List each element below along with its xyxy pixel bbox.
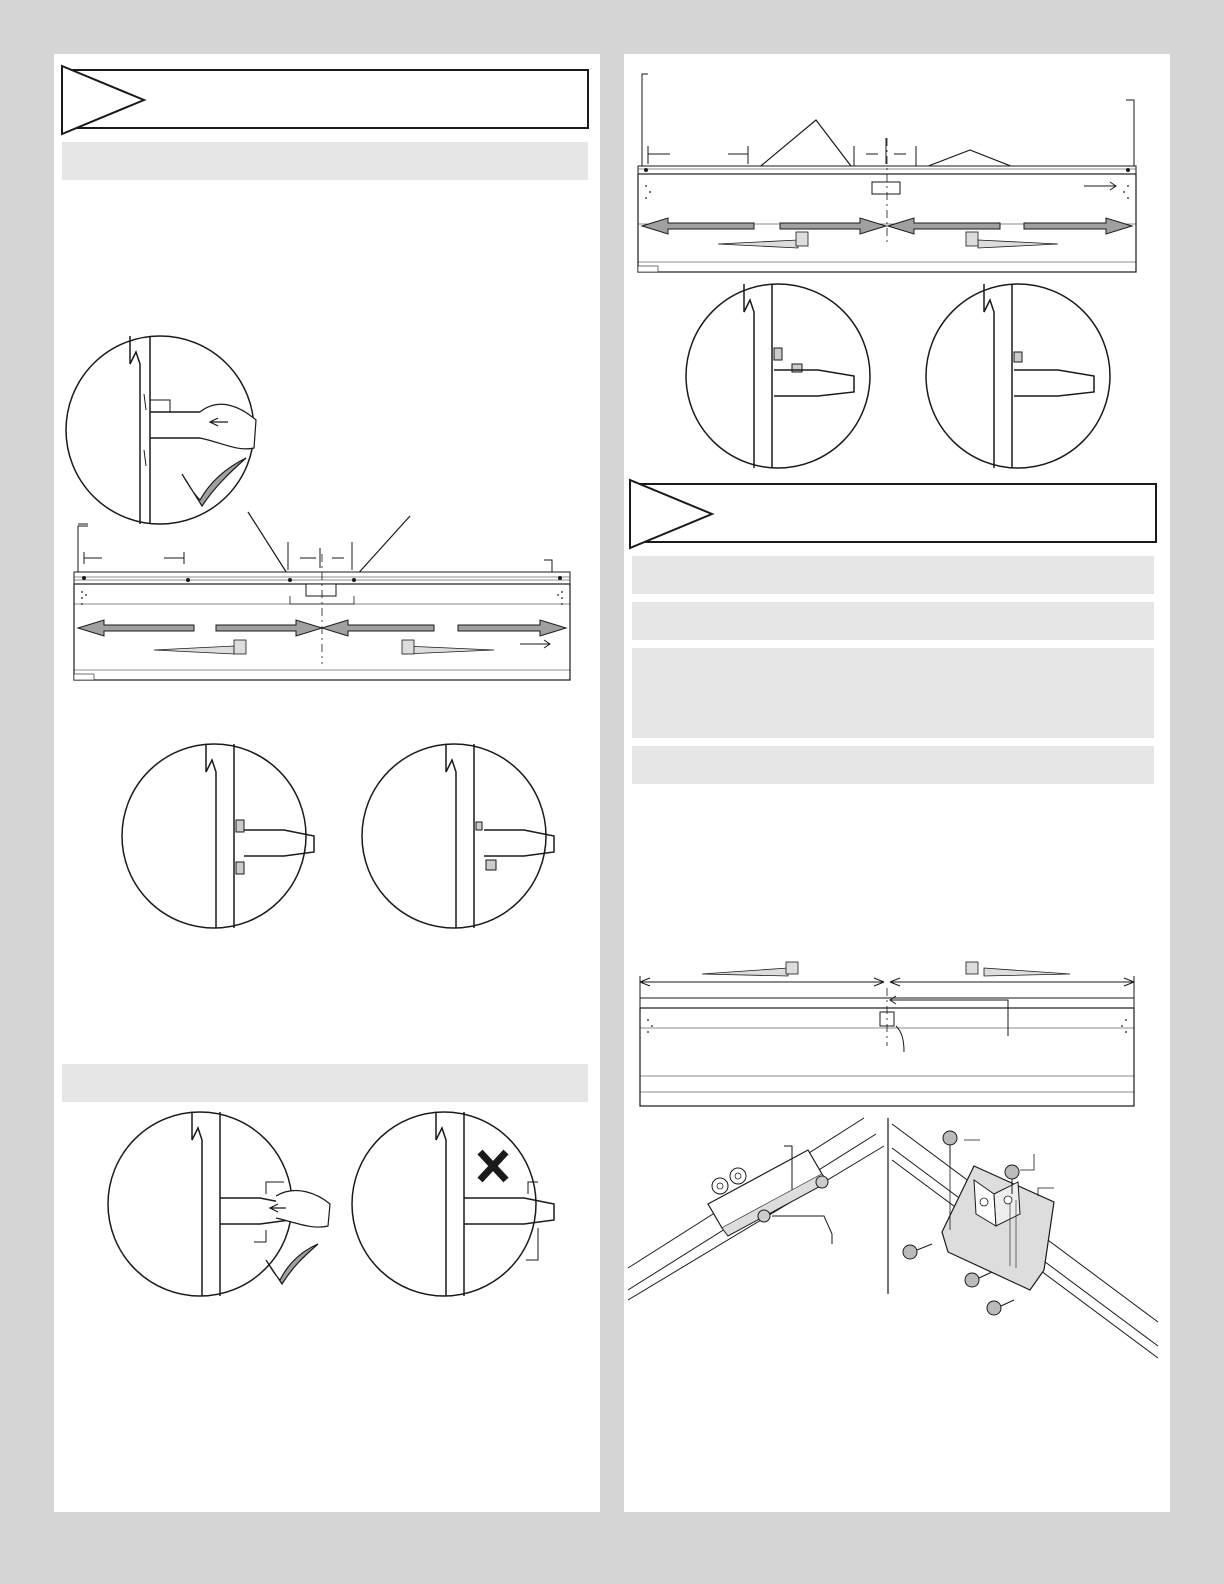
section-band	[632, 746, 1154, 784]
right-column	[624, 54, 1170, 1512]
left-column-drawings	[54, 54, 600, 1512]
bracket-screw-detail	[628, 1118, 1158, 1358]
left-column	[54, 54, 600, 1512]
bracket-detail-circle	[66, 336, 256, 524]
section-band	[632, 556, 1154, 594]
section-band	[632, 648, 1154, 738]
correct-installation-circle	[108, 1112, 330, 1296]
section-band	[632, 602, 1154, 640]
bracket-detail-circle	[686, 284, 870, 468]
incorrect-installation-circle	[352, 1112, 554, 1296]
bracket-detail-circle	[362, 744, 554, 928]
cabinet-elevation-right-bottom	[640, 962, 1134, 1106]
step-header-left	[62, 66, 588, 134]
section-band	[62, 1064, 588, 1102]
cabinet-elevation-left	[74, 512, 570, 680]
section-band	[62, 142, 588, 180]
cabinet-elevation-right-top	[638, 74, 1136, 272]
step-header-right	[630, 480, 1156, 548]
bracket-detail-circle	[122, 744, 314, 928]
right-column-drawings	[624, 54, 1170, 1512]
bracket-detail-circle	[926, 284, 1110, 468]
